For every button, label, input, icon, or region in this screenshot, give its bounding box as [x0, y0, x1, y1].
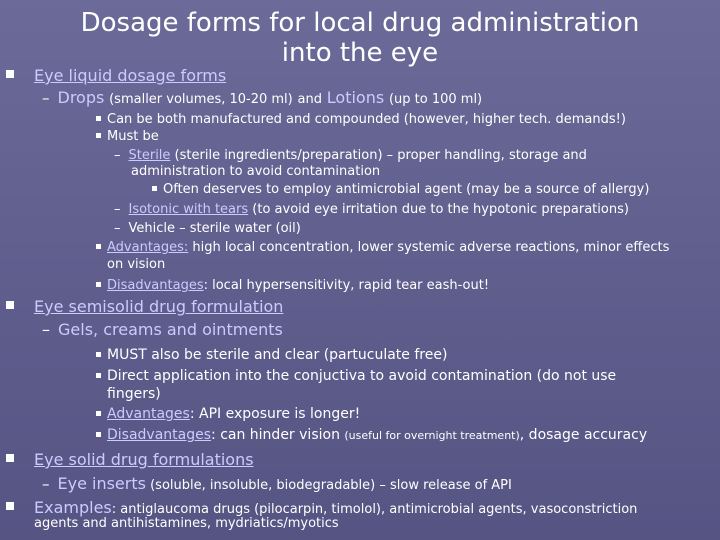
solid-heading: Eye solid drug formulations — [34, 450, 254, 469]
list-item: MUST also be sterile and clear (partuculate free) — [96, 347, 447, 363]
list-item: – Isotonic with tears (to avoid eye irritation due to the hypotonic preparations) — [114, 202, 629, 217]
bullet-square-icon — [6, 502, 14, 510]
list-item: Often deserves to employ antimicrobial agent (may be a source of allergy) — [152, 182, 649, 197]
list-item: Disadvantages: local hypersensitivity, rapid tear eash-out! — [96, 278, 489, 293]
list-item: Advantages: API exposure is longer! — [96, 406, 360, 422]
drops-line: – Drops (smaller volumes, 10-20 ml) and Lotions (up to 100 ml) — [42, 88, 483, 107]
inserts-line: – Eye inserts (soluble, insoluble, biodegradable) – slow release of API — [42, 474, 512, 493]
list-item: – Vehicle – sterile water (oil) — [114, 221, 301, 236]
list-item: Must be — [96, 129, 159, 144]
list-item: Can be both manufactured and compounded (however, higher tech. demands!) — [96, 112, 626, 127]
list-item: – Sterile (sterile ingredients/preparation) – proper handling, storage and — [114, 148, 587, 163]
liquid-heading: Eye liquid dosage forms — [34, 66, 226, 85]
bullet-icon — [96, 432, 101, 437]
bullet-icon — [96, 133, 101, 138]
bullet-icon — [152, 186, 157, 191]
bullet-icon — [96, 282, 101, 287]
list-item-cont: administration to avoid contamination — [131, 164, 381, 179]
list-item: Disadvantages: can hinder vision (useful for overnight treatment), dosage accuracy — [96, 427, 647, 443]
list-item-cont: on vision — [107, 257, 166, 272]
list-item: Direct application into the conjuctiva to avoid contamination (do not use — [96, 368, 616, 384]
bullet-icon — [96, 244, 101, 249]
examples-line: Examples: antiglaucoma drugs (pilocarpin, timolol), antimicrobial agents, vasoconstriction — [34, 498, 637, 517]
examples-cont: agents and antihistamines, mydriatics/myotics — [34, 516, 339, 531]
bullet-square-icon — [6, 301, 14, 309]
list-item: Advantages: high local concentration, lower systemic adverse reactions, minor effects — [96, 240, 669, 255]
bullet-icon — [96, 352, 101, 357]
semisolid-sub: – Gels, creams and ointments — [42, 320, 283, 339]
slide-title: Dosage forms for local drug administration into the eye — [80, 8, 640, 68]
bullet-icon — [96, 116, 101, 121]
semisolid-heading: Eye semisolid drug formulation — [34, 297, 283, 316]
list-item-cont: fingers) — [107, 386, 161, 402]
bullet-square-icon — [6, 70, 14, 78]
bullet-icon — [96, 373, 101, 378]
bullet-square-icon — [6, 454, 14, 462]
bullet-icon — [96, 411, 101, 416]
